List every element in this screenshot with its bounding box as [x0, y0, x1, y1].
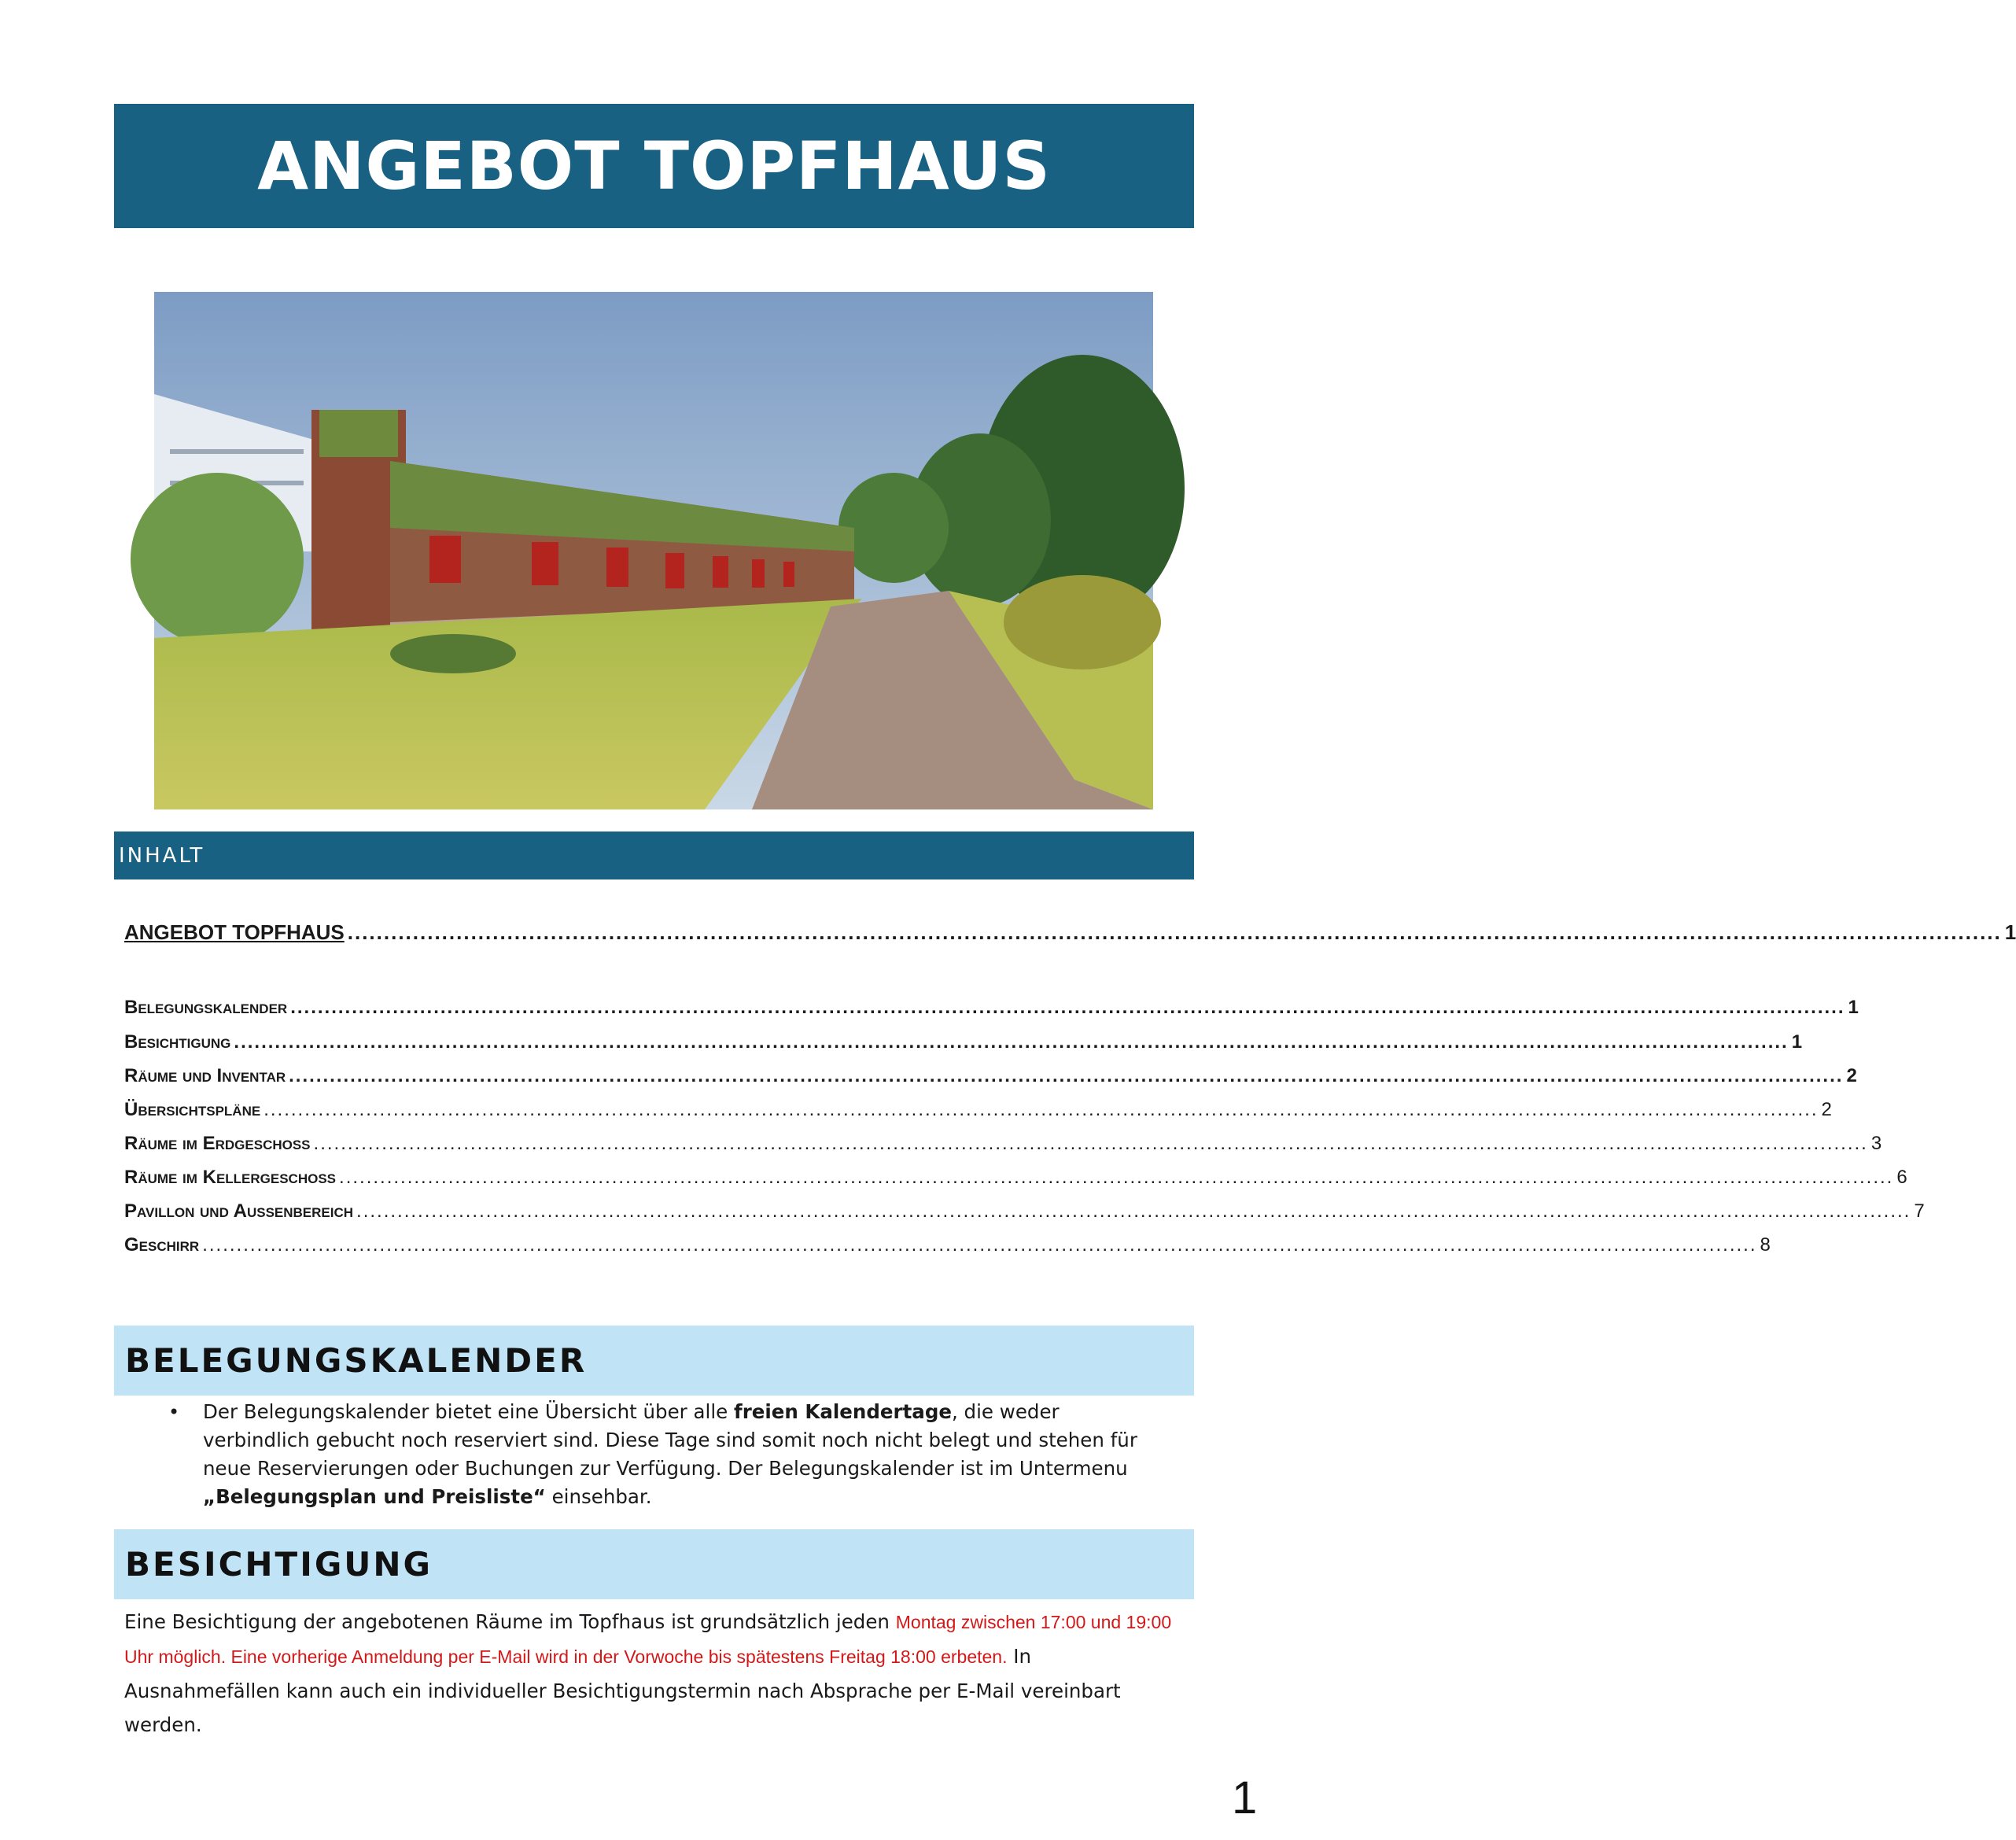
toc-entry-erdgeschoss[interactable]: Räume im Erdgeschoss .................................................................................................................................................................................................................................... 3 — [124, 1133, 1882, 1154]
toc-entry-page: 2 — [1821, 1099, 1832, 1120]
section-heading: BESICHTIGUNG — [125, 1545, 433, 1584]
toc-entry-belegungskalender[interactable]: Belegungskalender .................................................................................................................................................................................................................................... 1 — [124, 997, 1859, 1018]
toc-entry-title: Pavillon und Außenbereich — [124, 1200, 354, 1222]
toc-entry-title: Belegungskalender — [124, 997, 288, 1018]
toc-entry-title: Geschirr — [124, 1234, 200, 1256]
toc-entry-angebot[interactable]: ANGEBOT TOPFHAUS .................................................................................................................................................................................................................................... 1 — [124, 920, 2016, 944]
belegung-paragraph: Der Belegungskalender bietet eine Übersicht über alle freien Kalendertage, die weder verbindlich gebucht noch reserviert sind. Diese Tage sind somit noch nicht belegt und stehen für neue Reservierungen oder Buchungen zur Verfügung. Der Belegungskalender ist im Untermenu „Belegungsplan und Preisliste“ einsehbar. — [203, 1400, 1137, 1508]
toc-entry-title: ANGEBOT TOPFHAUS — [124, 920, 345, 944]
toc-entry-page: 7 — [1914, 1200, 1925, 1222]
toc-entry-page: 6 — [1896, 1167, 1907, 1188]
toc-entry-kellergeschoss[interactable]: Räume im Kellergeschoss .................................................................................................................................................................................................................................... 6 — [124, 1167, 1907, 1188]
section-besichtigung — [114, 1529, 1194, 1599]
besichtigung-paragraph: Eine Besichtigung der angebotenen Räume im Topfhaus ist grundsätzlich jeden Montag zwischen 17:00 und 19:00 Uhr möglich. Eine vorherige Anmeldung per E-Mail wird in der Vorwoche bis spätestens Freitag 18:00 erbeten. In Ausnahmefällen kann auch ein individueller Besichtigungstermin nach Absprache per E-Mail vereinbart werden. — [124, 1610, 1172, 1736]
bullet-icon: • — [168, 1401, 180, 1423]
building-photo-icon — [154, 292, 1153, 809]
section-heading: BELEGUNGSKALENDER — [125, 1341, 588, 1380]
toc-entry-pavillon[interactable]: Pavillon und Außenbereich .................................................................................................................................................................................................................................... 7 — [124, 1200, 1925, 1222]
title-banner — [114, 104, 1194, 228]
toc-entry-geschirr[interactable]: Geschirr .................................................................................................................................................................................................................................... 8 — [124, 1234, 1771, 1256]
belegung-bullet — [168, 1398, 1144, 1511]
toc-entry-title: Räume und Inventar — [124, 1065, 286, 1086]
toc-entry-page: 1 — [1791, 1031, 1803, 1053]
toc-heading: INHALT — [119, 843, 205, 868]
toc-entry-uebersichtsplaene[interactable]: Übersichtspläne .................................................................................................................................................................................................................................... 2 — [124, 1099, 1832, 1120]
toc-entry-raeume-inventar[interactable]: Räume und Inventar .................................................................................................................................................................................................................................... 2 — [124, 1065, 1857, 1086]
toc-entry-title: Besichtigung — [124, 1031, 231, 1053]
document-title: ANGEBOT TOPFHAUS — [257, 127, 1051, 205]
toc-entry-title: Räume im Erdgeschoss — [124, 1133, 311, 1154]
page-number: 1 — [1232, 1772, 1258, 1823]
toc-entry-title: Übersichtspläne — [124, 1099, 261, 1120]
toc-entry-page: 1 — [1848, 997, 1859, 1018]
toc-entry-title: Räume im Kellergeschoss — [124, 1167, 337, 1188]
toc-entry-page: 2 — [1846, 1065, 1857, 1086]
toc-entry-page: 3 — [1870, 1133, 1882, 1154]
toc-heading-bar — [114, 832, 1194, 879]
toc-entry-page: 8 — [1760, 1234, 1771, 1256]
highlighted-appointment-text: Montag zwischen 17:00 und 19:00 Uhr möglich. Eine vorherige Anmeldung per E-Mail wird in der Vorwoche bis spätestens Freitag 18:00 erbeten. — [124, 1612, 1172, 1667]
toc-entry-besichtigung[interactable]: Besichtigung .................................................................................................................................................................................................................................... 1 — [124, 1031, 1803, 1053]
building-photo — [154, 292, 1153, 809]
toc-entry-page: 1 — [2004, 920, 2016, 944]
section-belegungskalender — [114, 1326, 1194, 1396]
